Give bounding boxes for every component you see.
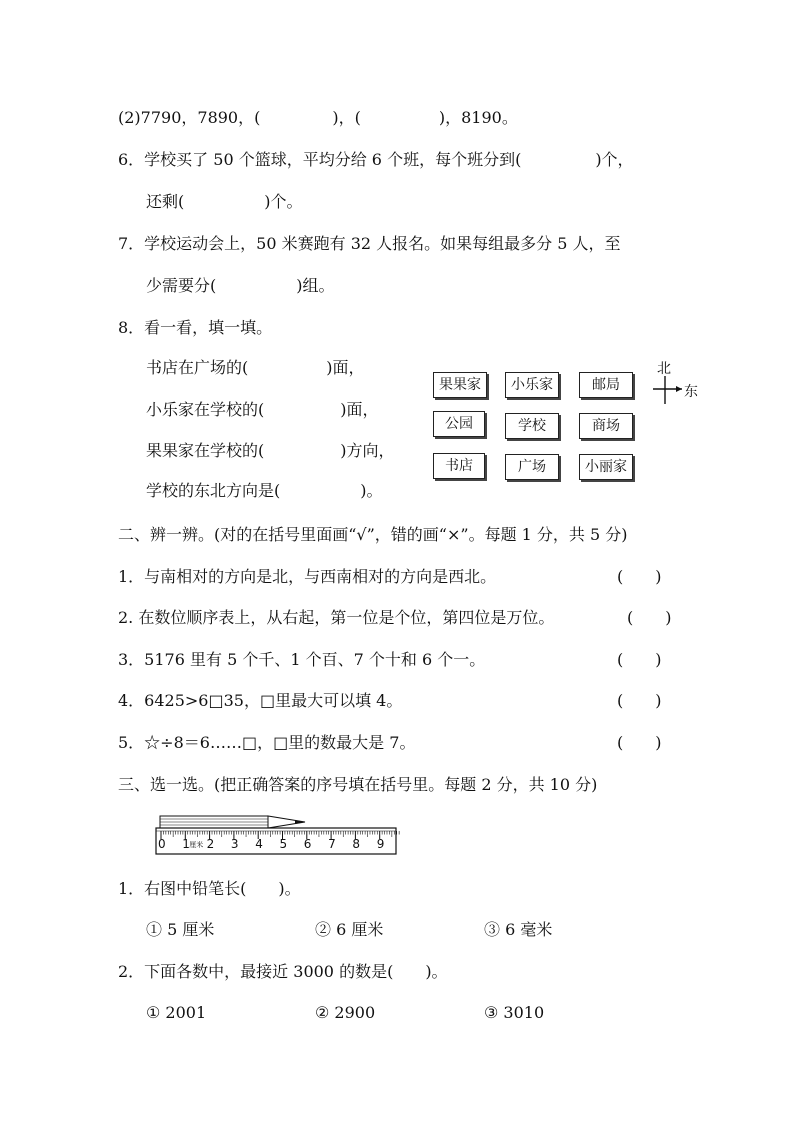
q8-s1 (146, 358, 365, 378)
judge-item-4: 4．6425>6□35，□里最大可以填 4。 (118, 691, 403, 710)
q7-text: 少需要分( (146, 276, 217, 295)
ruler-label-2: 2 (206, 837, 215, 851)
judge-item-1: 1．与南相对的方向是北，与西南相对的方向是西北。 (118, 567, 497, 586)
compass-arrow-icon (652, 375, 684, 405)
q8-s1-tail: )面， (326, 358, 365, 377)
ruler-label-7: 7 (328, 837, 336, 851)
q6-text2: 还剩( (146, 192, 185, 211)
ruler-label-5: 5 (279, 837, 288, 851)
q6-text-tail: )个， (595, 150, 634, 169)
compass-east-label: 东 (684, 384, 698, 400)
section2-title: 二、辨一辨。(对的在括号里面画“√”，错的画“×”。每题 1 分，共 5 分) (118, 525, 628, 544)
map-cell-post-office: 邮局 (579, 372, 633, 398)
q5-2-label: (2)7790，7890，( (118, 108, 261, 127)
ruler-label-3: 3 (230, 837, 239, 851)
q5-2-sequence (118, 108, 518, 128)
q7-text-tail: )组。 (296, 276, 335, 295)
judge-answer-paren-3[interactable]: ( ) (617, 650, 662, 669)
ruler-label-9: 9 (376, 837, 385, 851)
ruler-label-6: 6 (303, 837, 312, 851)
q8-s3-text: 果果家在学校的( (146, 441, 265, 460)
map-cell-mall: 商场 (579, 413, 633, 439)
pencil-icon (160, 816, 305, 828)
judge-item-5: 5．☆÷8＝6……□，□里的数最大是 7。 (118, 733, 416, 752)
q7-line1: 7．学校运动会上，50 米赛跑有 32 人报名。如果每组最多分 5 人，至 (118, 234, 621, 253)
map-cell-xiaole-home: 小乐家 (505, 372, 559, 398)
q8-s2-tail: )面， (340, 400, 379, 419)
choice-q1-stem: 1．右图中铅笔长( )。 (118, 879, 301, 898)
q8-s4-text: 学校的东北方向是( (146, 481, 281, 500)
section3-title: 三、选一选。(把正确答案的序号填在括号里。每题 2 分，共 10 分) (118, 775, 598, 794)
q8-s3-tail: )方向， (340, 441, 395, 460)
q8-s1-text: 书店在广场的( (146, 358, 249, 377)
judge-answer-paren-1[interactable]: ( ) (617, 567, 662, 586)
q6-line2 (146, 192, 303, 212)
q5-2-tail: )，8190。 (438, 108, 518, 127)
choice-q2-option-2[interactable]: ② 2900 (315, 1003, 376, 1022)
ruler-unit-label: 厘米 (189, 841, 204, 849)
map-cell-park: 公园 (433, 411, 485, 437)
judge-answer-paren-2[interactable]: ( ) (627, 608, 672, 627)
q5-2-mid: )，( (332, 108, 361, 127)
ruler-label-4: 4 (255, 837, 263, 851)
map-cell-xiaoli-home: 小丽家 (579, 454, 633, 480)
q6-text2-tail: )个。 (264, 192, 303, 211)
q8-s3 (146, 441, 395, 461)
judge-answer-paren-4[interactable]: ( ) (617, 691, 662, 710)
map-cell-school: 学校 (505, 413, 559, 439)
ruler-pencil-figure (155, 814, 400, 856)
judge-item-2: 2. 在数位顺序表上，从右起，第一位是个位，第四位是万位。 (118, 608, 555, 627)
compass-north-label: 北 (657, 361, 671, 377)
q8-s2-text: 小乐家在学校的( (146, 400, 265, 419)
choice-q1-option-2[interactable]: ② 6 厘米 (315, 920, 384, 939)
judge-item-3: 3．5176 里有 5 个千、1 个百、7 个十和 6 个一。 (118, 650, 486, 669)
ruler-label-8: 8 (352, 837, 361, 851)
choice-q1-option-3[interactable]: ③ 6 毫米 (484, 920, 553, 939)
q8-s2 (146, 400, 379, 420)
q8-s4 (146, 481, 383, 501)
choice-q2-option-3[interactable]: ③ 3010 (484, 1003, 545, 1022)
q8-s4-tail: )。 (360, 481, 383, 500)
q8-title: 8．看一看，填一填。 (118, 318, 273, 337)
ruler-label-0: 0 (158, 837, 166, 851)
map-cell-guoguo-home: 果果家 (433, 372, 487, 398)
q6-text: 6．学校买了 50 个篮球，平均分给 6 个班，每个班分到( (118, 150, 522, 169)
q7-line2 (146, 276, 335, 296)
ruler-label-1: 1 (182, 837, 190, 851)
map-cell-bookstore: 书店 (433, 453, 485, 479)
choice-q1-option-1[interactable]: ① 5 厘米 (146, 920, 215, 939)
map-cell-square: 广场 (505, 454, 559, 480)
q6-line1 (118, 150, 634, 170)
choice-q2-stem: 2．下面各数中，最接近 3000 的数是( )。 (118, 962, 448, 981)
choice-q2-option-1[interactable]: ① 2001 (146, 1003, 207, 1022)
judge-answer-paren-5[interactable]: ( ) (617, 733, 662, 752)
